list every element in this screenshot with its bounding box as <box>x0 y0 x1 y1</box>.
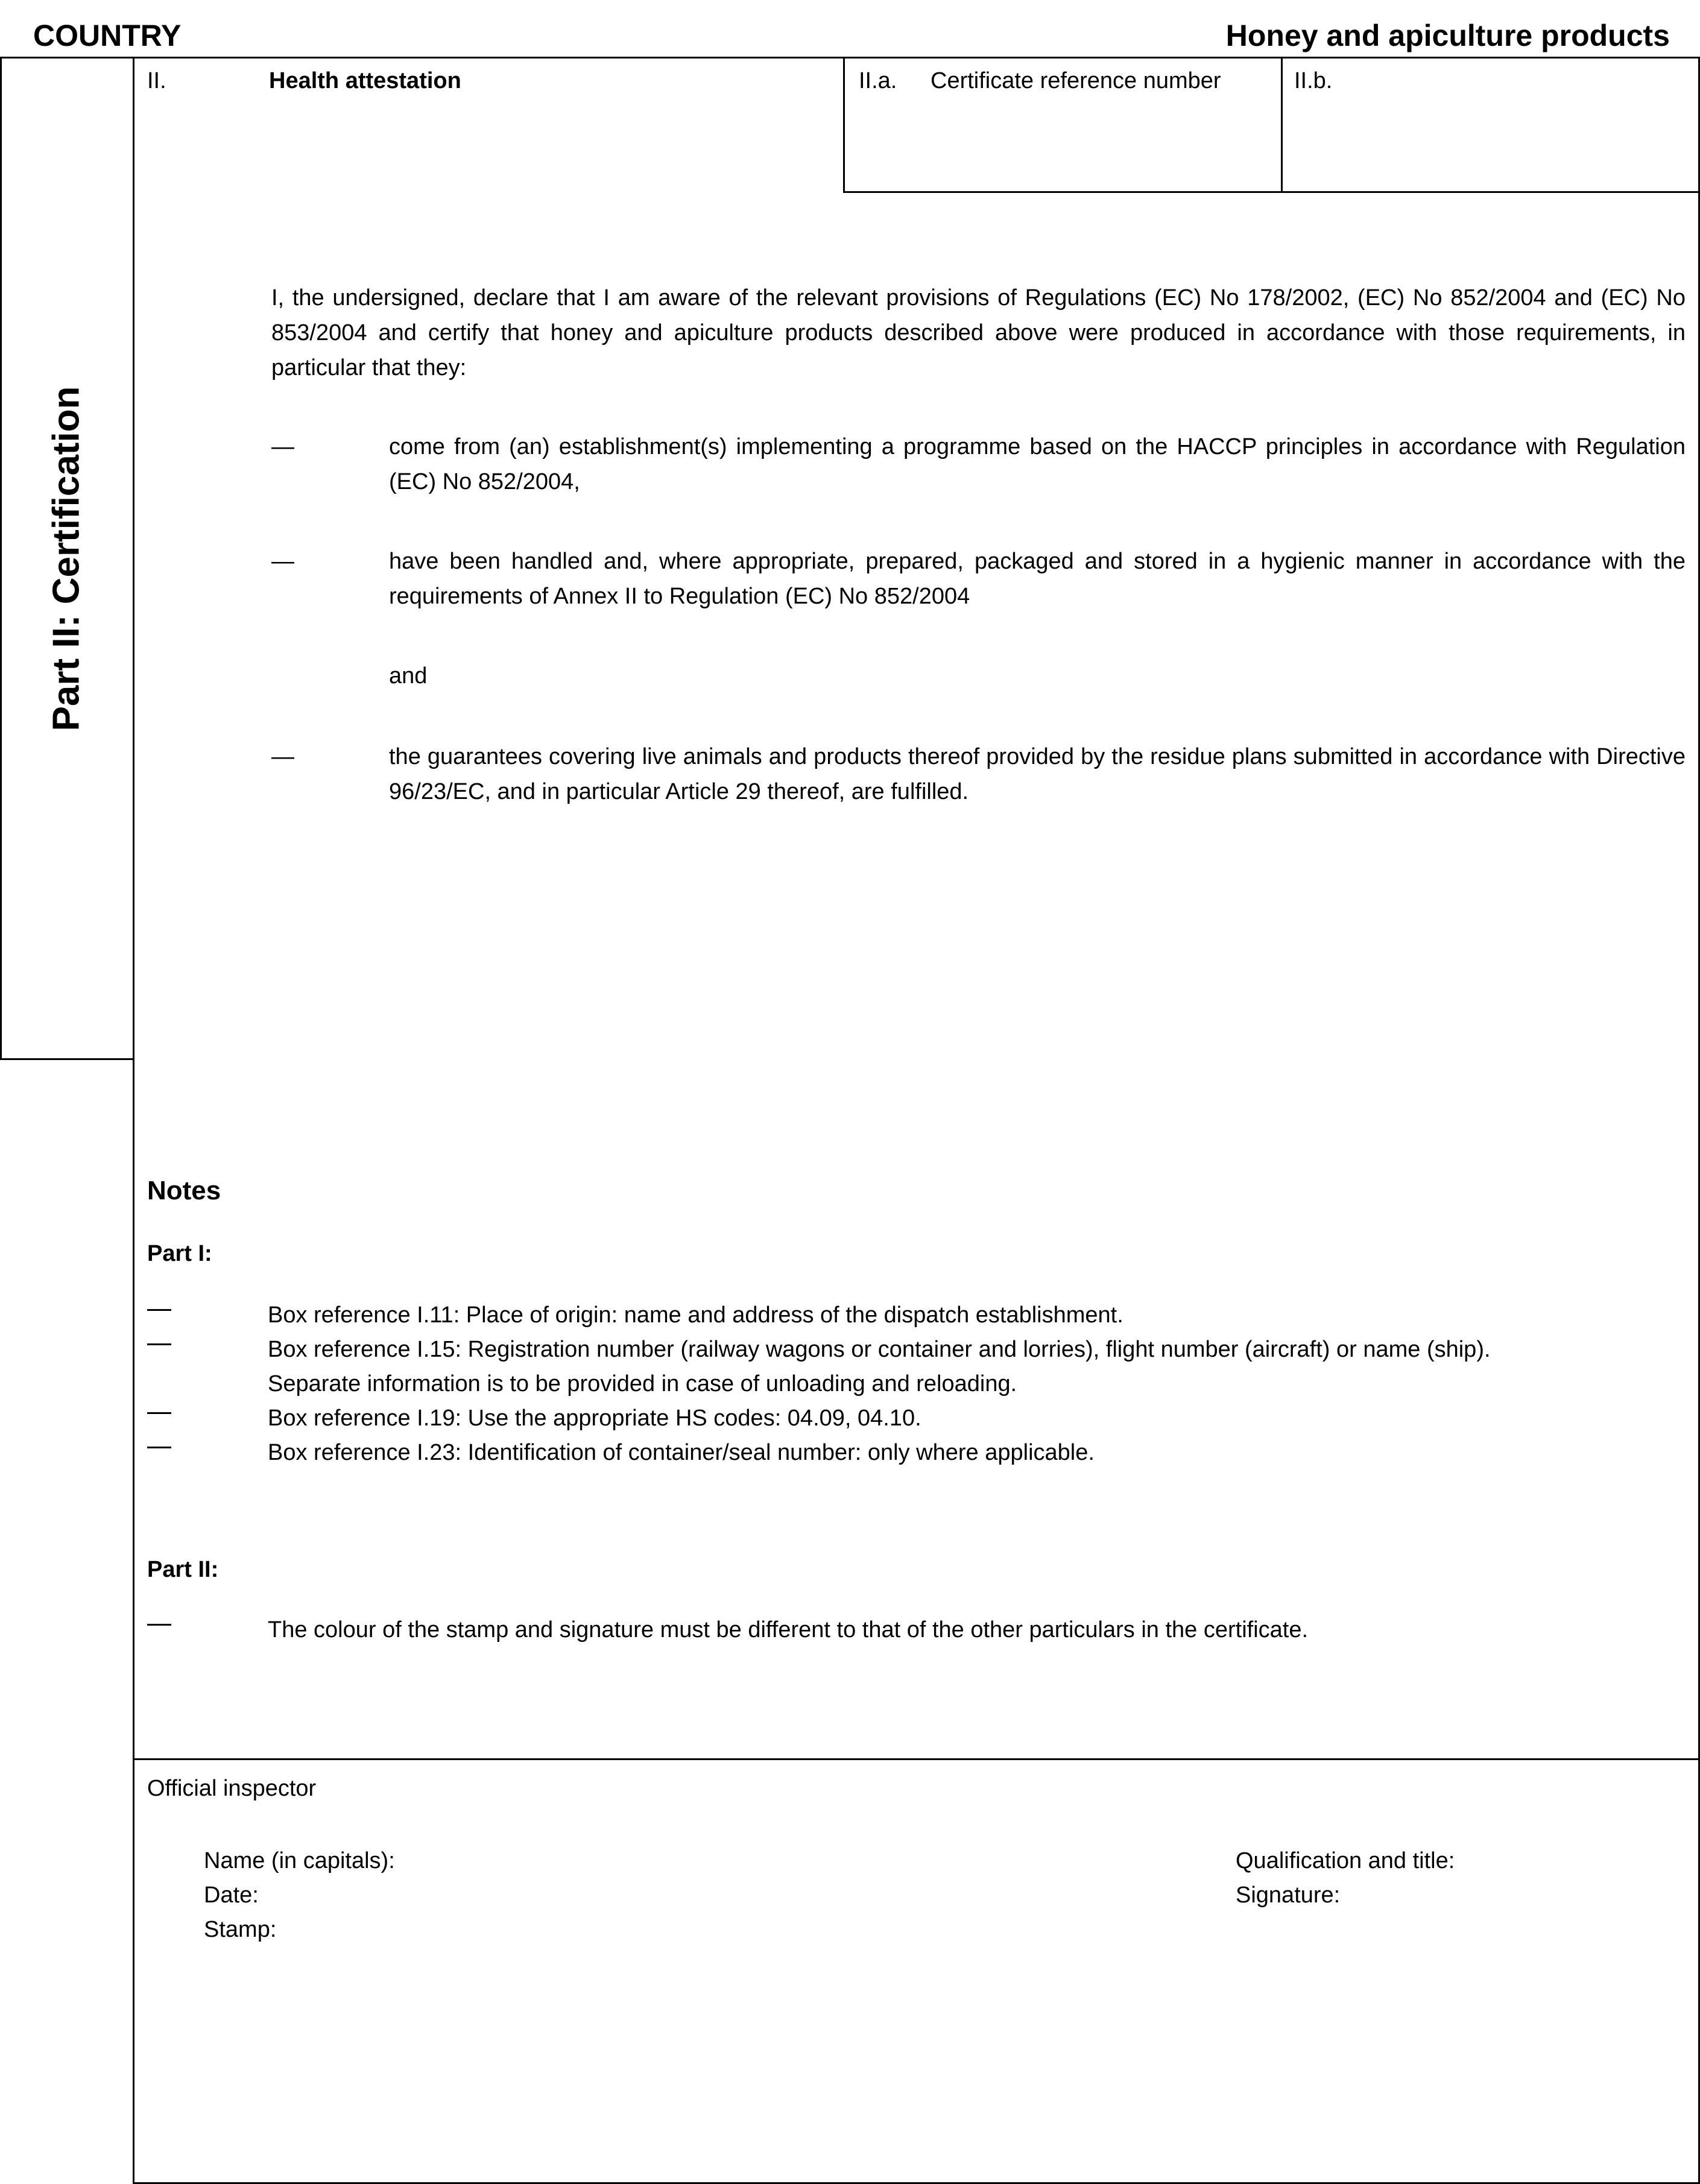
inspector-top-border <box>133 1758 1700 1760</box>
notes-part1-title: Part I: <box>147 1241 212 1266</box>
note-dash <box>147 1309 171 1311</box>
box-ii-title: Health attestation <box>269 68 461 93</box>
item2-dash: — <box>271 549 294 574</box>
inspector-stamp-label: Stamp: <box>204 1917 277 1942</box>
top-border <box>0 57 1700 58</box>
attestation-intro: I, the undersigned, declare that I am aware of the relevant provisions of Regulations (EC) No 178/2002, (EC) No 852/2004 and (EC) No 853/2004 and certify that honey and apiculture products described above were produced in accordance with those requirements, in particular that they: <box>271 285 1686 380</box>
item3-dash: — <box>271 744 294 769</box>
inspector-date-label: Date: <box>204 1883 259 1908</box>
box-ref-bottom-border <box>843 191 1700 193</box>
note-part1-item: Box reference I.19: Use the appropriate HS codes: 04.09, 04.10. <box>268 1406 921 1431</box>
note-part1-item: Box reference I.15: Registration number (railway wagons or container and lorries), flight number (aircraft) or name (ship). <box>268 1337 1491 1362</box>
item1-dash: — <box>271 434 294 459</box>
country-heading: COUNTRY <box>33 19 182 52</box>
note-part1-item: Box reference I.23: Identification of container/seal number: only where applicable. <box>268 1440 1095 1465</box>
commodity-heading: Honey and apiculture products <box>1225 19 1670 52</box>
note-dash <box>147 1343 171 1345</box>
box-iib-left-border <box>1281 57 1283 193</box>
box-iia-left-border <box>843 57 845 193</box>
attestation-item-3: the guarantees covering live animals and products thereof provided by the residue plans submitted in accordance with Directive 96/23/EC, and in particular Article 29 thereof, are fulfilled. <box>389 744 1686 804</box>
inspector-signature-label: Signature: <box>1236 1883 1341 1908</box>
part-ii-certification-label: Part II: Certification <box>45 386 87 731</box>
box-iia-number: II.a. <box>859 68 897 93</box>
note-dash <box>147 1624 171 1626</box>
inspector-qualification-label: Qualification and title: <box>1236 1848 1455 1873</box>
inspector-title: Official inspector <box>147 1776 317 1801</box>
main-left-border <box>133 57 134 2184</box>
side-label-box <box>0 58 133 1059</box>
note-part1-item-continuation: Separate information is to be provided in case of unloading and reloading. <box>268 1371 1017 1397</box>
note-dash <box>147 1447 171 1448</box>
box-ii-number: II. <box>147 68 166 93</box>
note-part2-item: The colour of the stamp and signature must be different to that of the other particulars in the certificate. <box>268 1617 1309 1643</box>
attestation-item-2: have been handled and, where appropriate, prepared, packaged and stored in a hygienic manner in accordance with the requirements of Annex II to Regulation (EC) No 852/2004 <box>389 549 1686 609</box>
note-part1-item: Box reference I.11: Place of origin: name and address of the dispatch establishment. <box>268 1302 1123 1328</box>
box-iib-number: II.b. <box>1294 68 1333 93</box>
notes-title: Notes <box>147 1176 221 1205</box>
inspector-name-label: Name (in capitals): <box>204 1848 395 1873</box>
box-iia-title: Certificate reference number <box>931 68 1221 93</box>
attestation-item-1: come from (an) establishment(s) implementing a programme based on the HACCP principles in accordance with Regulation (EC) No 852/2004, <box>389 434 1686 494</box>
note-dash <box>147 1412 171 1414</box>
attestation-and: and <box>389 663 428 689</box>
notes-part2-title: Part II: <box>147 1557 219 1582</box>
